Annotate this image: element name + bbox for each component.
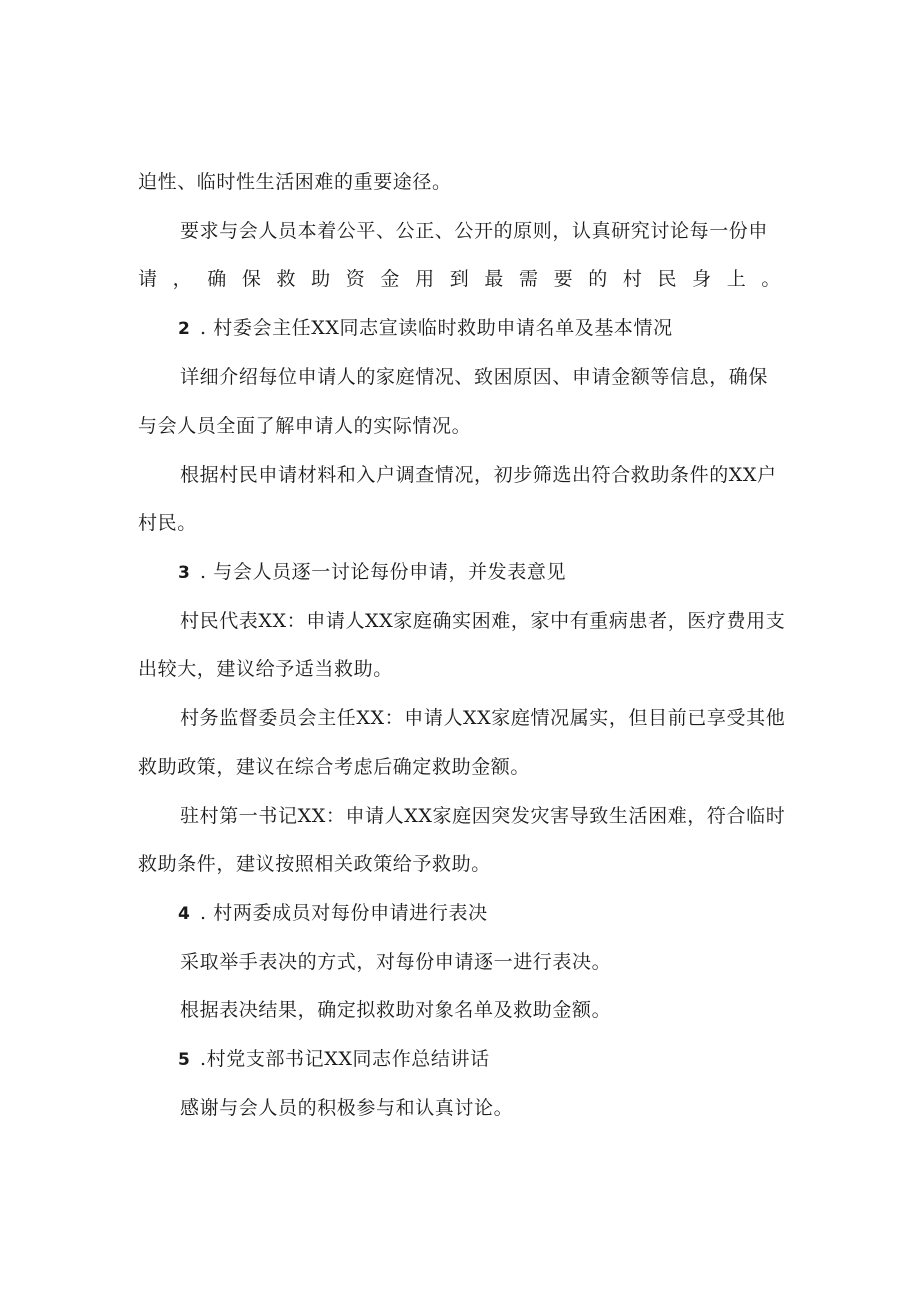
section-number: 3: [178, 563, 191, 583]
paragraph-line: 救助政策，建议在综合考虑后确定救助金额。: [138, 756, 531, 778]
paragraph-line: 与会人员全面了解申请人的实际情况。: [138, 415, 472, 437]
section-title: . 村委会主任XX同志宣读临时救助申请名单及基本情况: [200, 317, 673, 339]
section-heading-5: [178, 1047, 490, 1072]
paragraph-line: 根据表决结果，确定拟救助对象名单及救助金额。: [180, 999, 612, 1021]
section-number: 4: [178, 904, 191, 924]
paragraph-line: 迫性、临时性生活困难的重要途径。: [138, 171, 452, 193]
paragraph-line: 出较大，建议给予适当救助。: [138, 658, 393, 680]
section-heading-4: [178, 901, 488, 926]
paragraph-line: 村民。: [138, 512, 197, 534]
section-title: . 与会人员逐一讨论每份申请，并发表意见: [200, 561, 567, 583]
paragraph-line: 要求与会人员本着公平、公正、公开的原则，认真研究讨论每一份申: [180, 220, 769, 242]
paragraph-line: 村民代表XX：申请人XX家庭确实困难，家中有重病患者，医疗费用支: [180, 610, 786, 632]
section-title: . 村两委成员对每份申请进行表决: [200, 902, 488, 924]
section-heading-3: [178, 560, 566, 585]
paragraph-line: 救助条件，建议按照相关政策给予救助。: [138, 853, 491, 875]
section-title: .村党支部书记XX同志作总结讲话: [200, 1048, 490, 1070]
section-heading-2: [178, 316, 673, 341]
section-number: 5: [178, 1050, 191, 1070]
paragraph-line: 采取举手表决的方式，对每份申请逐一进行表决。: [180, 951, 612, 973]
paragraph-line: 感谢与会人员的积极参与和认真讨论。: [180, 1097, 514, 1119]
paragraph-line: 村务监督委员会主任XX：申请人XX家庭情况属实，但目前已享受其他: [180, 707, 786, 729]
paragraph-line: 详细介绍每位申请人的家庭情况、致困原因、申请金额等信息，确保: [180, 366, 769, 388]
section-number: 2: [178, 319, 191, 339]
paragraph-line: 请，确保救助资金用到最需要的村民身上。: [138, 268, 781, 290]
paragraph-line: 根据村民申请材料和入户调查情况，初步筛选出符合救助条件的XX户: [180, 464, 777, 486]
paragraph-line: 驻村第一书记XX：申请人XX家庭因突发灾害导致生活困难，符合临时: [180, 805, 786, 827]
